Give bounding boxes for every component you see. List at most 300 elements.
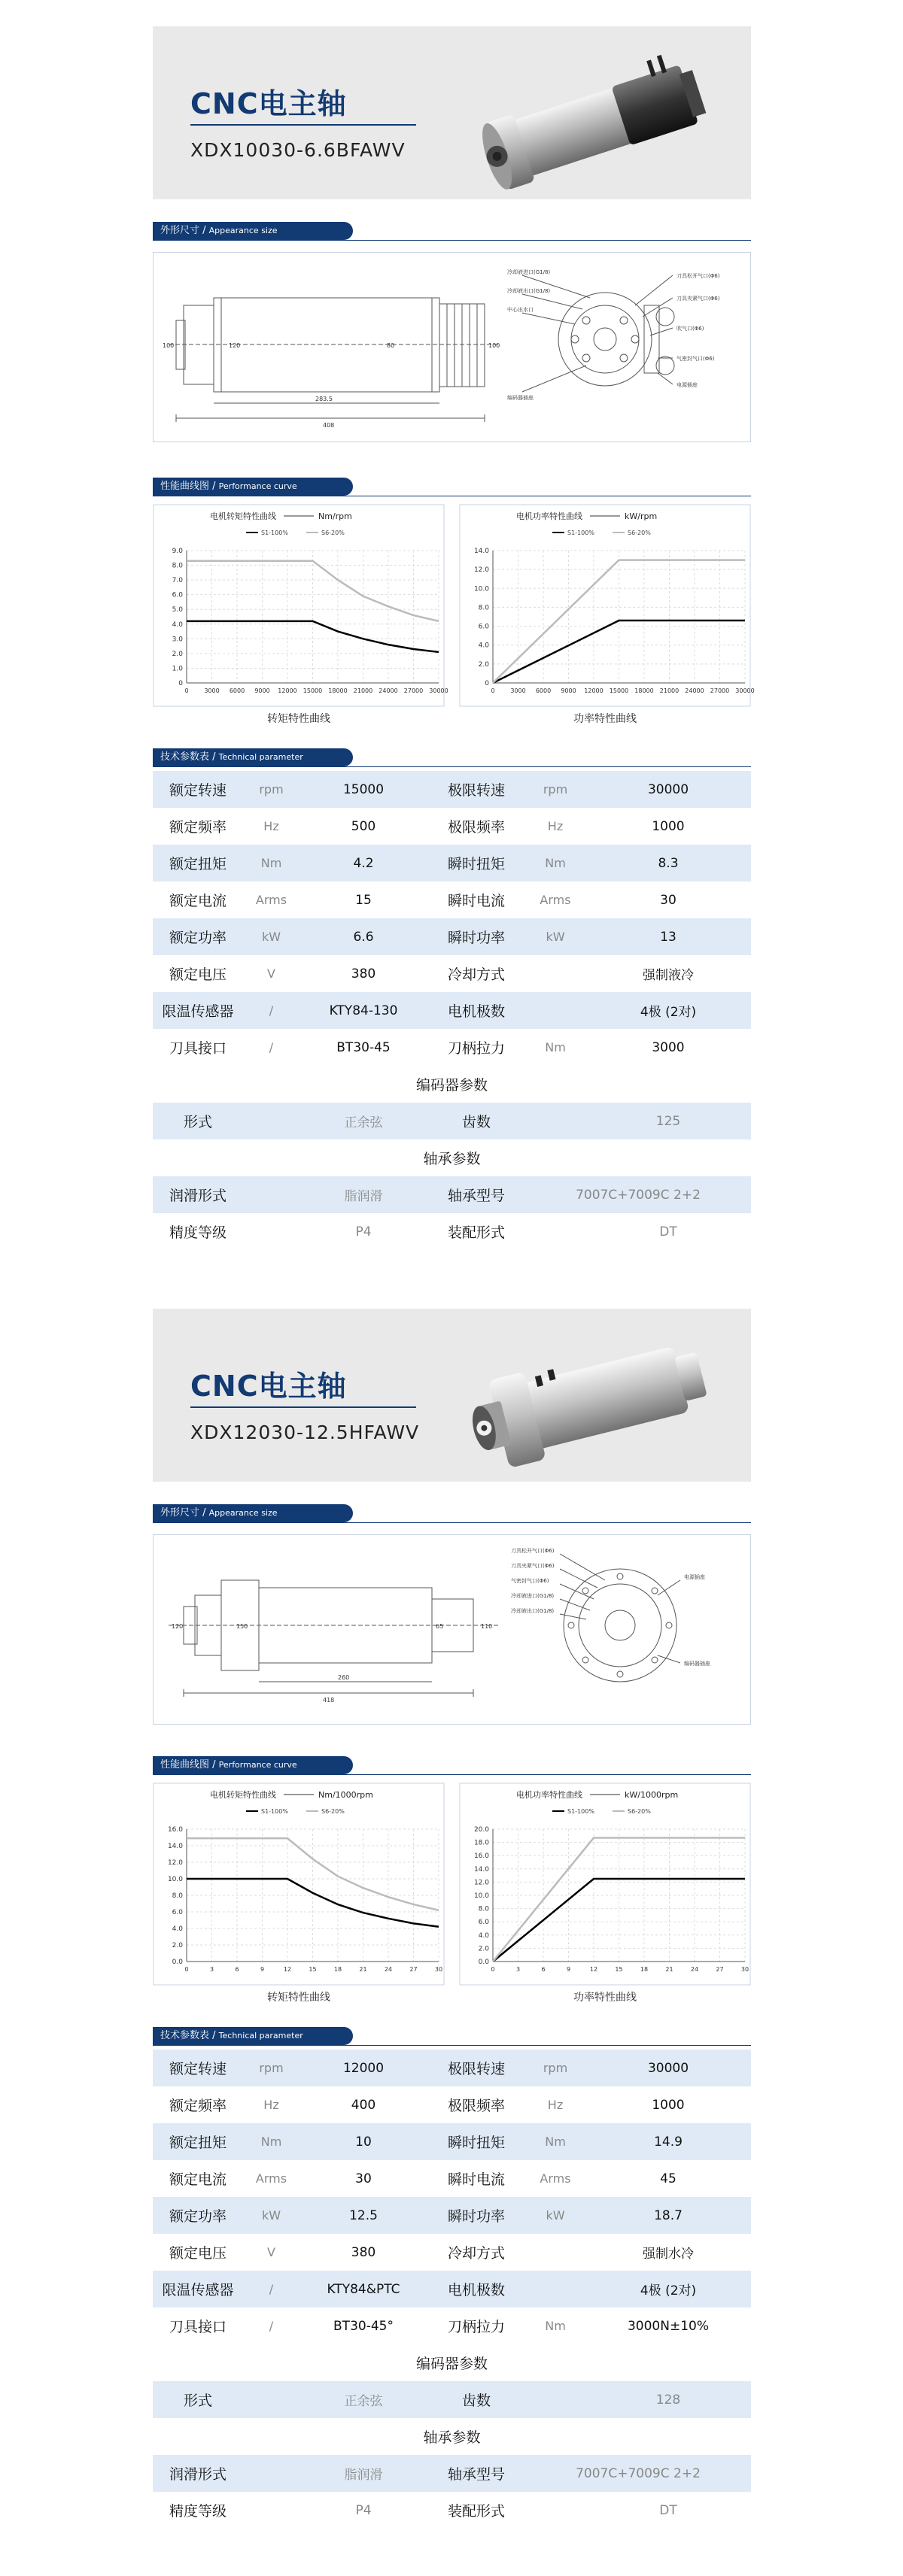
param-value: 10 [299, 2123, 427, 2160]
param-value: 4.2 [299, 845, 427, 881]
param-unit: Hz [263, 2098, 279, 2112]
x-tick-label: 30000 [429, 687, 448, 694]
y-tick-label: 18.0 [473, 1839, 489, 1847]
chart-caption: 转矩特性曲线 [267, 713, 330, 725]
spindle-photo [442, 45, 728, 184]
bearing-grade-value: P4 [355, 2502, 372, 2518]
torque-chart [153, 504, 448, 730]
encoder-teeth-value: 125 [585, 1103, 751, 1139]
params-table [153, 771, 751, 1250]
chart-title: 电机转矩特性曲线 [210, 1790, 276, 1800]
param-row [153, 845, 751, 881]
param-value: 1000 [652, 818, 685, 834]
param-label: 瞬时扭矩 [427, 845, 525, 881]
bearing-model-label: 轴承型号 [427, 2455, 525, 2492]
param-label: 额定频率 [169, 819, 227, 836]
param-row [153, 1029, 751, 1066]
param-label: 冷却方式 [447, 2245, 505, 2262]
y-tick-label: 6.0 [172, 1909, 183, 1916]
param-label: 电机极数 [427, 992, 525, 1029]
x-tick-label: 9 [566, 1966, 571, 1973]
x-tick-label: 9000 [561, 687, 576, 694]
legend-label: S6-20% [628, 1808, 651, 1815]
x-tick-label: 30000 [735, 687, 755, 694]
title-rule [190, 124, 416, 126]
technical-label [153, 2027, 751, 2045]
param-row [153, 955, 751, 992]
y-tick-label: 7.0 [172, 577, 183, 585]
appearance-drawing [153, 252, 751, 442]
chart-caption: 转矩特性曲线 [267, 1992, 330, 2004]
param-value: 380 [351, 966, 376, 982]
param-value: KTY84-130 [299, 992, 427, 1029]
dim-d2: 120 [229, 342, 241, 349]
param-value: 强制液冷 [643, 968, 694, 983]
param-value: 18.7 [585, 2197, 751, 2234]
chart-unit: Nm/rpm [318, 511, 352, 521]
technical-drawing [154, 1535, 750, 1724]
param-label: 额定功率 [153, 918, 243, 955]
y-tick-label: 4.0 [478, 642, 489, 650]
param-value: 500 [351, 818, 376, 834]
param-row [153, 2197, 751, 2234]
param-row [153, 2086, 751, 2123]
performance-label-cn: 性能曲线图 / [160, 1759, 216, 1770]
legend-label: S1-100% [261, 529, 288, 536]
param-value: 6.6 [299, 918, 427, 955]
bearing-model-label: 轴承型号 [427, 1176, 525, 1213]
param-label: 额定转速 [153, 2050, 243, 2086]
bearing-grade-label: 精度等级 [169, 2503, 227, 2520]
x-tick-label: 9000 [254, 687, 270, 694]
y-tick-label: 9.0 [172, 548, 183, 555]
param-label: 额定扭矩 [153, 2123, 243, 2160]
param-unit: kW [243, 918, 299, 955]
param-value: BT30-45 [336, 1039, 391, 1055]
chart-title: 电机功率特性曲线 [516, 511, 582, 521]
x-tick-label: 0 [184, 687, 189, 694]
param-label: 极限转速 [427, 771, 525, 808]
legend-label: S1-100% [261, 1808, 288, 1815]
product-header [153, 1309, 751, 1482]
encoder-form-value: 正余弦 [299, 2381, 427, 2418]
param-value: 12.5 [299, 2197, 427, 2234]
y-tick-label: 16.0 [167, 1826, 183, 1834]
chart-title: 电机功率特性曲线 [516, 1790, 582, 1800]
param-unit: Nm [545, 1040, 566, 1054]
callout: 气密封气口(Φ6) [511, 1578, 549, 1584]
x-tick-label: 27 [716, 1966, 724, 1973]
appearance-label [153, 222, 751, 240]
dim-d3: 65 [436, 1623, 444, 1630]
param-unit: kW [525, 2197, 585, 2234]
dim-d4: 100 [488, 342, 500, 349]
param-label: 瞬时功率 [427, 2197, 525, 2234]
y-tick-label: 20.0 [473, 1826, 489, 1834]
x-tick-label: 15 [615, 1966, 623, 1973]
technical-label-cn: 技术参数表 / [160, 2030, 216, 2041]
dim-d3: 80 [387, 342, 395, 349]
y-tick-label: 6.0 [478, 623, 489, 631]
performance-label [153, 478, 751, 496]
y-tick-label: 12.0 [473, 566, 489, 575]
param-label: 额定转速 [153, 771, 243, 808]
param-unit: Nm [525, 845, 585, 881]
param-value: 30 [660, 892, 676, 908]
x-tick-label: 21000 [659, 687, 680, 694]
bearing-lube-label: 润滑形式 [153, 1176, 243, 1213]
param-label: 额定电压 [169, 2245, 227, 2262]
param-row [153, 2123, 751, 2160]
y-tick-label: 2.0 [478, 1945, 489, 1953]
param-label: 瞬时扭矩 [427, 2123, 525, 2160]
param-unit: kW [525, 918, 585, 955]
param-unit: rpm [525, 2050, 585, 2086]
param-unit [525, 955, 585, 992]
legend-label: S6-20% [321, 529, 345, 536]
encoder-form-label: 形式 [153, 2381, 243, 2418]
x-tick-label: 21 [359, 1966, 367, 1973]
callout: 冷却液进口(G1/8) [511, 1593, 555, 1599]
param-value: 45 [660, 2171, 676, 2186]
callout: 刀具松开气口(Φ6) [676, 273, 720, 279]
bearing-mount-value: DT [659, 2502, 677, 2518]
param-label: 瞬时电流 [447, 2171, 505, 2188]
legend-label: S1-100% [567, 1808, 594, 1815]
y-tick-label: 8.0 [172, 562, 183, 570]
param-unit: / [269, 2319, 274, 2333]
encoder-heading: 编码器参数 [415, 2356, 488, 2372]
x-tick-label: 3000 [204, 687, 220, 694]
x-tick-label: 15000 [609, 687, 629, 694]
dim-total: 408 [323, 422, 335, 429]
chart-title: 电机转矩特性曲线 [210, 511, 276, 521]
callout: 电源插座 [676, 382, 698, 388]
param-unit: / [243, 2271, 299, 2307]
callout: 编码器插座 [507, 395, 534, 401]
y-tick-label: 12.0 [167, 1859, 183, 1867]
chart-unit: kW/rpm [625, 511, 658, 521]
y-tick-label: 0.0 [478, 1959, 489, 1966]
x-tick-label: 30 [434, 1966, 443, 1973]
param-unit: Hz [263, 819, 279, 833]
param-unit [525, 2271, 585, 2307]
appearance-label-en: Appearance size [208, 1508, 278, 1518]
param-label: 限温传感器 [153, 992, 243, 1029]
encoder-form-label: 形式 [153, 1103, 243, 1139]
param-unit: V [267, 966, 275, 981]
param-unit: Hz [547, 819, 564, 833]
param-value: 14.9 [585, 2123, 751, 2160]
dim-body: 283.5 [315, 396, 333, 402]
x-tick-label: 0 [184, 1966, 189, 1973]
param-unit: rpm [243, 771, 299, 808]
callout: 气密封气口(Φ6) [676, 356, 715, 362]
bearing-mount-label: 装配形式 [447, 2503, 505, 2520]
bearing-lube-value: 脂润滑 [299, 2455, 427, 2492]
param-unit: Nm [525, 2123, 585, 2160]
param-label: 限温传感器 [153, 2271, 243, 2307]
y-tick-label: 4.0 [172, 1925, 183, 1933]
legend-label: S1-100% [567, 529, 594, 536]
param-label: 额定频率 [169, 2098, 227, 2114]
param-value: 8.3 [585, 845, 751, 881]
param-unit: kW [243, 2197, 299, 2234]
param-unit: Arms [255, 893, 287, 907]
param-value: 1000 [652, 2097, 685, 2113]
technical-label-en: Technical parameter [218, 752, 303, 762]
param-label: 额定扭矩 [153, 845, 243, 881]
x-tick-label: 15 [309, 1966, 317, 1973]
x-tick-label: 9 [260, 1966, 265, 1973]
x-tick-label: 15000 [303, 687, 323, 694]
x-tick-label: 6000 [535, 687, 552, 694]
legend-label: S6-20% [628, 529, 651, 536]
param-label: 额定电流 [169, 893, 227, 909]
title-rule [190, 1406, 416, 1408]
dim-d1: 120 [172, 1623, 184, 1630]
chart-caption: 功率特性曲线 [573, 1992, 637, 2004]
y-tick-label: 14.0 [473, 548, 489, 555]
x-tick-label: 6 [235, 1966, 239, 1973]
param-label: 冷却方式 [447, 966, 505, 983]
param-label: 电机极数 [427, 2271, 525, 2307]
x-tick-label: 12 [283, 1966, 292, 1973]
param-value: 4极 (2对) [585, 992, 751, 1029]
x-tick-label: 24000 [379, 687, 398, 694]
param-unit [525, 2234, 585, 2271]
appearance-drawing [153, 1534, 751, 1725]
performance-label [153, 1756, 751, 1774]
param-row [153, 808, 751, 845]
param-label: 刀具接口 [169, 1040, 227, 1057]
param-label: 额定电流 [169, 2171, 227, 2188]
x-tick-label: 0 [491, 687, 495, 694]
appearance-label [153, 1504, 751, 1522]
param-value: 4极 (2对) [585, 2271, 751, 2307]
technical-drawing [154, 253, 750, 441]
param-label: 刀具接口 [169, 2319, 227, 2335]
param-value: 30 [355, 2171, 372, 2186]
callout: 冷却液出口(G1/8) [507, 288, 551, 294]
param-value: 3000N±10% [627, 2318, 709, 2334]
x-tick-label: 6000 [229, 687, 245, 694]
param-value: 13 [585, 918, 751, 955]
chart-caption: 功率特性曲线 [573, 713, 637, 725]
appearance-label-en: Appearance size [208, 226, 278, 235]
x-tick-label: 18 [333, 1966, 342, 1973]
bearing-lube-label: 润滑形式 [153, 2455, 243, 2492]
power-chart [459, 504, 755, 730]
param-label: 刀柄拉力 [447, 1040, 505, 1057]
param-row [153, 918, 751, 955]
x-tick-label: 12 [589, 1966, 598, 1973]
param-value: 强制水冷 [643, 2247, 694, 2262]
torque-chart [153, 1783, 445, 2008]
x-tick-label: 30 [740, 1966, 749, 1973]
y-tick-label: 0.0 [172, 1959, 183, 1966]
callout: 刀具松开气口(Φ6) [511, 1548, 555, 1554]
x-tick-label: 27000 [403, 687, 424, 694]
x-tick-label: 0 [491, 1966, 495, 1973]
param-unit: / [243, 992, 299, 1029]
param-row [153, 2234, 751, 2271]
y-tick-label: 4.0 [478, 1931, 489, 1940]
param-label: 额定电压 [169, 966, 227, 983]
encoder-heading: 编码器参数 [415, 1077, 488, 1094]
y-tick-label: 0 [178, 680, 183, 687]
param-value: 15000 [299, 771, 427, 808]
y-tick-label: 8.0 [172, 1892, 183, 1900]
bearing-model-value: 7007C+7009C 2+2 [525, 2455, 751, 2492]
y-tick-label: 1.0 [172, 665, 183, 673]
y-tick-label: 3.0 [172, 636, 183, 644]
x-tick-label: 3 [209, 1966, 214, 1973]
callout: 电源插座 [684, 1574, 705, 1580]
encoder-teeth-label: 齿数 [427, 2381, 525, 2418]
param-unit: Nm [545, 2319, 566, 2333]
x-tick-label: 18000 [328, 687, 348, 694]
param-label: 瞬时电流 [447, 893, 505, 909]
param-label: 极限频率 [447, 819, 505, 836]
y-tick-label: 5.0 [172, 606, 183, 614]
param-label: 瞬时功率 [427, 918, 525, 955]
performance-label-en: Performance curve [218, 1760, 297, 1770]
y-tick-label: 6.0 [172, 591, 183, 599]
product-model: XDX10030-6.6BFAWV [190, 139, 406, 161]
param-unit [525, 992, 585, 1029]
x-tick-label: 3000 [510, 687, 526, 694]
param-row [153, 2271, 751, 2307]
param-unit: Nm [243, 2123, 299, 2160]
param-value: 30000 [585, 771, 751, 808]
x-tick-label: 24 [384, 1966, 393, 1973]
param-value: 3000 [652, 1039, 685, 1055]
x-tick-label: 21000 [353, 687, 373, 694]
callout: 冷却液出口(G1/8) [511, 1608, 555, 1614]
dim-d4: 110 [481, 1623, 493, 1630]
param-row [153, 2307, 751, 2344]
callout: 刀具夹紧气口(Φ6) [511, 1563, 555, 1569]
bearing-model-value: 7007C+7009C 2+2 [525, 1176, 751, 1213]
y-tick-label: 2.0 [172, 650, 183, 658]
param-unit: / [269, 1040, 274, 1054]
param-unit: rpm [525, 771, 585, 808]
callout: 冷却液进口(G1/8) [507, 269, 551, 275]
y-tick-label: 2.0 [478, 660, 489, 669]
x-tick-label: 6 [541, 1966, 546, 1973]
param-row [153, 771, 751, 808]
param-value: BT30-45° [333, 2318, 394, 2334]
callout: 刀具夹紧气口(Φ6) [676, 296, 720, 302]
dim-total: 418 [323, 1697, 335, 1704]
y-tick-label: 14.0 [473, 1865, 489, 1874]
chart-unit: kW/1000rpm [625, 1790, 679, 1800]
param-value: 380 [351, 2244, 376, 2260]
x-tick-label: 24000 [685, 687, 704, 694]
dim-d2: 150 [236, 1623, 248, 1630]
callout: 吹气口(Φ6) [676, 326, 704, 332]
chart-frame [154, 505, 444, 706]
performance-label-cn: 性能曲线图 / [160, 481, 216, 492]
y-tick-label: 2.0 [172, 1942, 183, 1949]
callout: 编码器插座 [684, 1661, 710, 1667]
y-tick-label: 10.0 [167, 1876, 183, 1883]
x-tick-label: 18 [640, 1966, 649, 1973]
appearance-label-cn: 外形尺寸 / [160, 1507, 206, 1519]
appearance-label-cn: 外形尺寸 / [160, 225, 206, 236]
x-tick-label: 27 [409, 1966, 418, 1973]
y-tick-label: 4.0 [172, 620, 183, 629]
x-tick-label: 12000 [584, 687, 604, 694]
param-value: 15 [355, 892, 372, 908]
callout: 中心出水口 [507, 307, 534, 313]
x-tick-label: 27000 [710, 687, 730, 694]
chart-unit: Nm/1000rpm [318, 1790, 373, 1800]
power-chart [459, 1783, 751, 2008]
performance-label-en: Performance curve [218, 481, 297, 491]
technical-label-cn: 技术参数表 / [160, 751, 216, 763]
encoder-teeth-value: 128 [585, 2381, 751, 2418]
param-value: 30000 [585, 2050, 751, 2086]
bearing-mount-label: 装配形式 [447, 1224, 505, 1241]
y-tick-label: 10.0 [473, 585, 489, 593]
bearing-mount-value: DT [659, 1224, 677, 1239]
param-row [153, 2160, 751, 2197]
x-tick-label: 21 [665, 1966, 673, 1973]
param-value: 12000 [299, 2050, 427, 2086]
y-tick-label: 10.0 [473, 1892, 489, 1900]
param-unit: Arms [255, 2171, 287, 2186]
param-value: KTY84&PTC [299, 2271, 427, 2307]
param-label: 刀柄拉力 [447, 2319, 505, 2335]
params-table [153, 2050, 751, 2529]
chart-frame [460, 1783, 750, 1985]
param-label: 极限频率 [447, 2098, 505, 2114]
param-value: 400 [351, 2097, 376, 2113]
param-label: 极限转速 [427, 2050, 525, 2086]
legend-label: S6-20% [321, 1808, 345, 1815]
encoder-form-value: 正余弦 [299, 1103, 427, 1139]
x-tick-label: 12000 [278, 687, 297, 694]
param-unit: rpm [243, 2050, 299, 2086]
param-row [153, 881, 751, 918]
product-title: CNC电主轴 [190, 87, 347, 120]
bearing-heading: 轴承参数 [423, 1151, 481, 1167]
y-tick-label: 0 [485, 680, 489, 687]
param-row [153, 992, 751, 1029]
param-unit: Nm [243, 845, 299, 881]
x-tick-label: 18000 [634, 687, 654, 694]
y-tick-label: 12.0 [473, 1879, 489, 1887]
x-tick-label: 3 [515, 1966, 521, 1973]
y-tick-label: 6.0 [478, 1919, 489, 1927]
technical-label-en: Technical parameter [218, 2031, 303, 2040]
param-unit: V [267, 2245, 275, 2259]
product-title: CNC电主轴 [190, 1370, 347, 1403]
chart-frame [460, 505, 750, 706]
bearing-heading: 轴承参数 [423, 2429, 481, 2446]
param-unit: Arms [540, 893, 571, 907]
product-header [153, 26, 751, 199]
param-unit: Arms [540, 2171, 571, 2186]
y-tick-label: 16.0 [473, 1852, 489, 1861]
y-tick-label: 8.0 [478, 1905, 489, 1913]
param-unit: Hz [547, 2098, 564, 2112]
y-tick-label: 8.0 [478, 604, 489, 612]
dim-d1: 100 [163, 342, 175, 349]
bearing-grade-label: 精度等级 [169, 1224, 227, 1241]
